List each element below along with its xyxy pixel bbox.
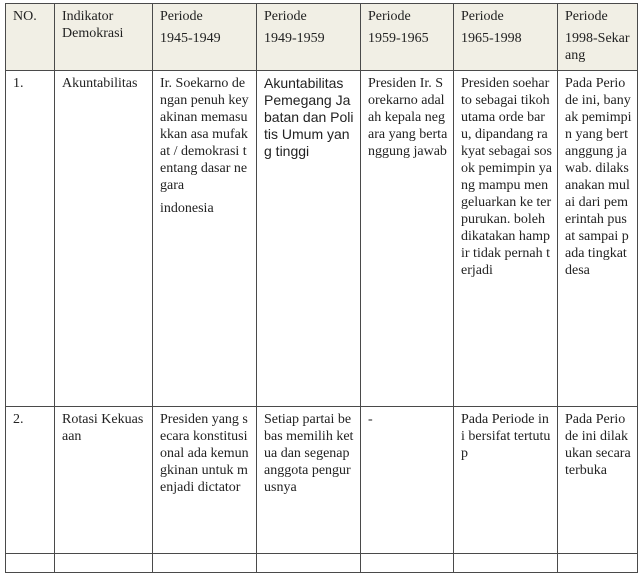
table-row (6, 407, 638, 554)
cell-indikator: Rotasi Kekuasaan (55, 407, 153, 554)
cell-indikator: Akuntabilitas (55, 71, 153, 407)
cell-period-1965: Pada Periode ini bersifat tertutup (454, 407, 558, 554)
header-period-1945 (153, 4, 257, 71)
header-period-1949 (257, 4, 361, 71)
header-period-label: Periode (264, 9, 307, 24)
header-period-1959 (361, 4, 454, 71)
header-period-label: Periode (160, 9, 203, 24)
cell-period-1959: - (361, 407, 454, 554)
header-period-label: Periode (461, 9, 504, 24)
header-row (6, 4, 638, 71)
header-period-years: 1965-1998 (461, 31, 522, 46)
table-row (6, 71, 638, 407)
header-period-1998 (558, 4, 638, 71)
header-period-years: 1998-Sekarang (565, 31, 630, 63)
cell-period-1949: Akuntabilitas Pemegang Jabatan dan Politis Umum yang tinggi (257, 71, 361, 407)
cell-period-1945 (153, 71, 257, 407)
header-indikator-line2: Demokrasi (62, 26, 124, 41)
header-period-label: Periode (368, 9, 411, 24)
header-period-years: 1949-1959 (264, 31, 325, 46)
header-period-years: 1959-1965 (368, 31, 429, 46)
cell-text: Ir. Soekarno dengan penuh keyakinan memasukkan asa mufakat / demokrasi tentang dasar negara (160, 76, 249, 193)
header-no (6, 4, 55, 71)
cell-no: 2. (6, 407, 55, 554)
header-no-label: NO. (13, 9, 37, 24)
cell-no: 1. (6, 71, 55, 407)
table-row-partial (6, 554, 638, 573)
cell-period-1959: Presiden Ir. Sorekarno adalah kepala negara yang bertanggung jawab (361, 71, 454, 407)
democracy-indicators-table (5, 3, 638, 573)
cell-period-1965: Presiden soeharto sebagai tikoh utama orde baru, dipandang rakyat sebagai sosok pemimpin yang mampu mengeluarkan ke terpurukan. boleh dikatakan hampir tidak pernah terjadi (454, 71, 558, 407)
cell-period-1945: Presiden yang secara konstitusional ada kemungkinan untuk menjadi dictator (153, 407, 257, 554)
header-period-1965 (454, 4, 558, 71)
cell-text-extra: indonesia (160, 201, 214, 216)
cell-period-1949: Setiap partai bebas memilih ketua dan segenap anggota pengurusnya (257, 407, 361, 554)
cell-period-1998: Pada Periode ini, banyak pemimpin yang bertanggung jawab. dilaksanakan mulai dari pemerintah pusat sampai pada tingkat desa (558, 71, 638, 407)
header-indikator-line1: Indikator (62, 9, 114, 24)
header-period-label: Periode (565, 9, 608, 24)
header-indikator (55, 4, 153, 71)
cell-period-1998: Pada Periode ini dilakukan secara terbuka (558, 407, 638, 554)
header-period-years: 1945-1949 (160, 31, 221, 46)
